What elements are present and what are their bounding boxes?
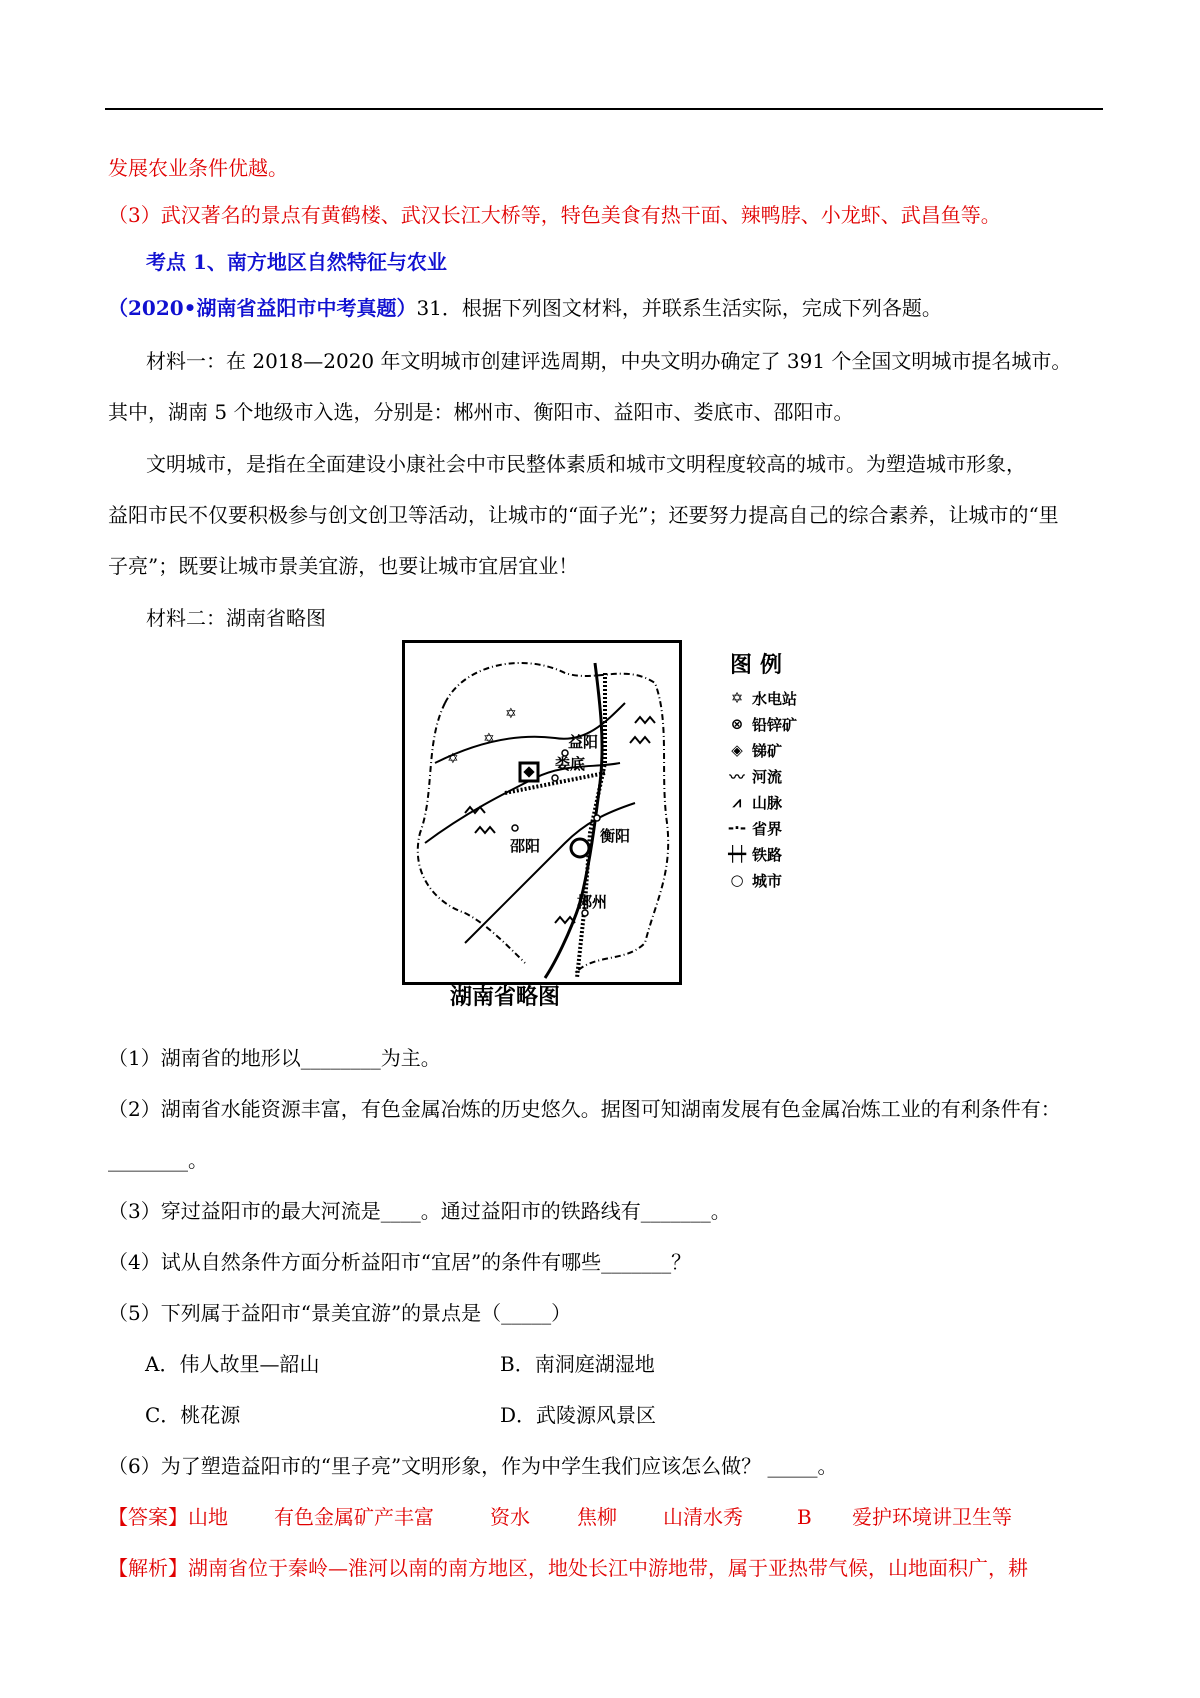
antimony-mine-icon: ◈ bbox=[731, 741, 743, 759]
analysis-text: 湖南省位于秦岭—淮河以南的南方地区，地处长江中游地带，属于亚热带气候，山地面积广，耕 bbox=[188, 1556, 1028, 1580]
sub-question-2-line1: （2）湖南省水能资源丰富，有色金属冶炼的历史悠久。据图可知湖南发展有色金属冶炼工业的有利条件有： bbox=[108, 1097, 1061, 1121]
sub-question-3: （3）穿过益阳市的最大河流是____。通过益阳市的铁路线有_______。 bbox=[108, 1199, 731, 1223]
legend-railway: ┿┿ 铁路 bbox=[722, 841, 797, 867]
city-marker bbox=[594, 815, 600, 821]
paragraph-line2: 益阳市民不仅要积极参与创文创卫等活动，让城市的“面子光”；还要努力提高自己的综合素养，让城市的“里 bbox=[108, 503, 1059, 527]
legend-river: 〰 河流 bbox=[722, 763, 797, 789]
option-a: A．伟人故里—韶山 bbox=[145, 1352, 320, 1376]
question-stem: 31．根据下列图文材料，并联系生活实际，完成下列各题。 bbox=[416, 296, 942, 320]
province-border-west bbox=[418, 703, 525, 963]
lead-zinc-mine-symbol bbox=[571, 839, 589, 857]
city-label-chenzhou: 郴州 bbox=[577, 893, 608, 911]
map-caption: 湖南省略图 bbox=[450, 985, 561, 1010]
material1-line2: 其中，湖南 5 个地级市入选，分别是：郴州市、衡阳市、益阳市、娄底市、邵阳市。 bbox=[108, 400, 854, 424]
option-b: B．南洞庭湖湿地 bbox=[500, 1352, 655, 1376]
analysis-line bbox=[108, 1554, 1028, 1582]
continued-answer: 发展农业条件优越。 bbox=[108, 156, 288, 180]
answer-item: B bbox=[797, 1505, 812, 1529]
sub-question-5: （5）下列属于益阳市“景美宜游”的景点是（_____） bbox=[108, 1301, 572, 1325]
legend-lead-zinc: ⊗ 铅锌矿 bbox=[722, 711, 797, 737]
question-stem-line bbox=[108, 294, 942, 322]
province-border-east bbox=[445, 663, 668, 973]
lead-zinc-mine-icon: ⊗ bbox=[730, 715, 744, 733]
hunan-map-figure bbox=[372, 640, 828, 1012]
sub-question-2-line2: ________。 bbox=[108, 1148, 208, 1172]
map-frame bbox=[402, 640, 682, 985]
river-branch bbox=[465, 803, 635, 943]
answer-point-3: （3）武汉著名的景点有黄鹤楼、武汉长江大桥等，特色美食有热干面、辣鸭脖、小龙虾、武昌鱼等。 bbox=[108, 203, 1001, 227]
sub-question-4: （4）试从自然条件方面分析益阳市“宜居”的条件有哪些_______？ bbox=[108, 1250, 692, 1274]
city-marker bbox=[552, 775, 558, 781]
legend-hydro: ✡ 水电站 bbox=[722, 685, 797, 711]
city-label-shaoyang: 邵阳 bbox=[510, 837, 541, 855]
hydro-station-icon: ✡ bbox=[730, 689, 744, 707]
material2-label: 材料二：湖南省略图 bbox=[146, 606, 326, 630]
material1-line1: 材料一：在 2018—2020 年文明城市创建评选周期，中央文明办确定了 391 个全国文明城市提名城市。 bbox=[146, 349, 1072, 373]
city-label-yiyang: 益阳 bbox=[568, 733, 599, 751]
hydro-station-icon: ✡ bbox=[505, 706, 517, 722]
option-c: C．桃花源 bbox=[145, 1403, 241, 1427]
legend-mountain: ⩘ 山脉 bbox=[722, 789, 797, 815]
answer-item: 焦柳 bbox=[577, 1505, 617, 1529]
answer-label: 【答案】 bbox=[108, 1505, 188, 1529]
header-rule bbox=[105, 108, 1103, 110]
paragraph-line3: 子亮”；既要让城市景美宜游，也要让城市宜居宜业！ bbox=[108, 554, 579, 578]
hydro-station-icon: ✡ bbox=[483, 731, 495, 747]
section-title: 考点 1、南方地区自然特征与农业 bbox=[146, 250, 447, 274]
city-marker bbox=[512, 825, 518, 831]
railway-icon: ┿┿ bbox=[727, 845, 747, 863]
city-label-loudi: 娄底 bbox=[555, 755, 586, 773]
answer-item: 山清水秀 bbox=[663, 1505, 743, 1529]
option-d: D．武陵源风景区 bbox=[500, 1403, 657, 1427]
city-label-hengyang: 衡阳 bbox=[600, 827, 631, 845]
mountain-ranges bbox=[465, 717, 655, 923]
answer-item: 爱护环境讲卫生等 bbox=[852, 1505, 1012, 1529]
river-icon: 〰 bbox=[729, 767, 745, 786]
map-legend bbox=[722, 648, 797, 893]
legend-title: 图例 bbox=[730, 653, 791, 678]
legend-city: ○ 城市 bbox=[722, 867, 797, 893]
map-drawing bbox=[405, 643, 679, 982]
mountain-icon: ⩘ bbox=[732, 793, 742, 811]
sub-question-6: （6）为了塑造益阳市的“里子亮”文明形象，作为中学生我们应该怎么做？ _____。 bbox=[108, 1454, 838, 1478]
question-source: （2020•湖南省益阳市中考真题） bbox=[108, 296, 417, 320]
answer-item: 山地 bbox=[188, 1505, 228, 1529]
sub-question-1: （1）湖南省的地形以________为主。 bbox=[108, 1046, 441, 1070]
analysis-label: 【解析】 bbox=[108, 1556, 188, 1580]
paragraph-line1: 文明城市，是指在全面建设小康社会中市民整体素质和城市文明程度较高的城市。为塑造城市形象， bbox=[146, 452, 1026, 476]
city-icon: ○ bbox=[730, 871, 744, 889]
legend-border: -·- 省界 bbox=[722, 815, 797, 841]
answer-line bbox=[108, 1503, 1012, 1531]
border-icon: -·- bbox=[727, 819, 747, 837]
legend-antimony: ◈ 锑矿 bbox=[722, 737, 797, 763]
hydro-station-icon: ✡ bbox=[447, 751, 459, 767]
answer-item: 资水 bbox=[490, 1505, 530, 1529]
answer-item: 有色金属矿产丰富 bbox=[274, 1505, 434, 1529]
